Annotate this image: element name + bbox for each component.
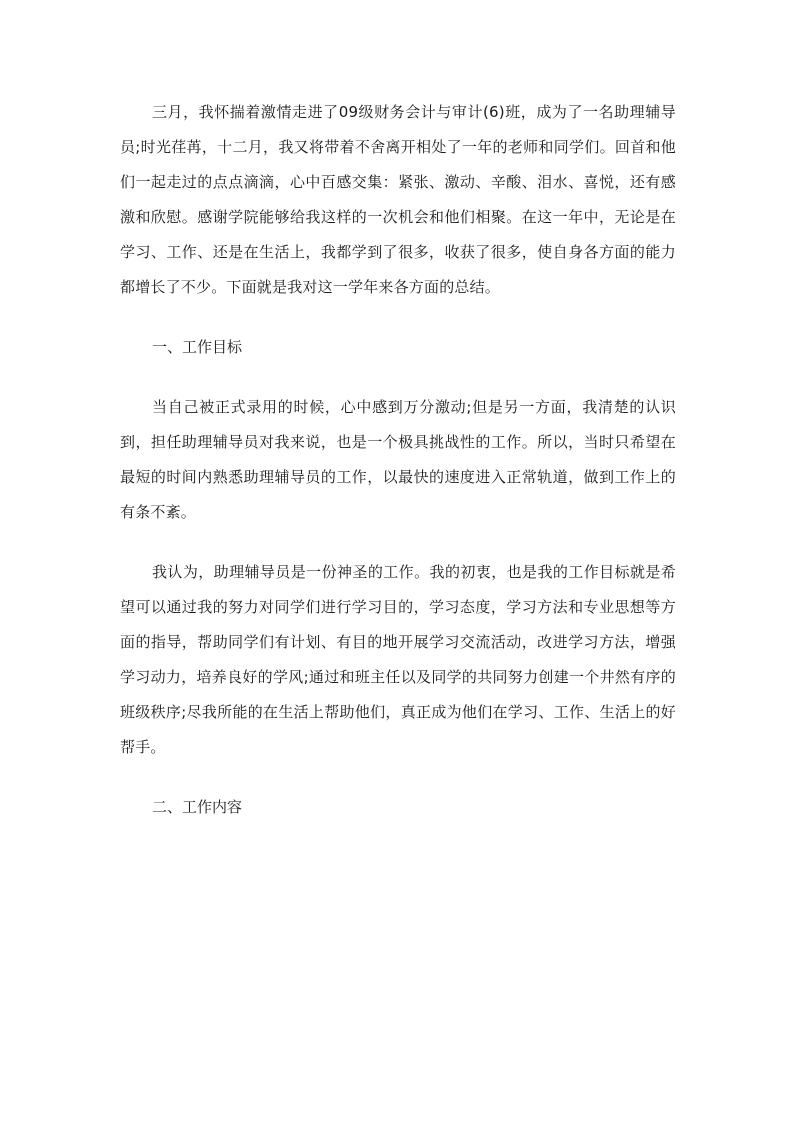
goals-paragraph-2: 我认为，助理辅导员是一份神圣的工作。我的初衷，也是我的工作目标就是希望可以通过我的努力对同学们进行学习目的，学习态度，学习方法和专业思想等方面的指导，帮助同学们有计划、有目的地开展学习交流活动，改进学习方法，增强学习动力，培养良好的学风;通过和班主任以及同学的共同努力创建一个井然有序的班级秩序;尽我所能的在生活上帮助他们，真正成为他们在学习、工作、生活上的好帮手。 — [120, 563, 676, 756]
document-body — [120, 95, 676, 825]
paragraph-spacer — [120, 765, 676, 790]
section-heading-work-content: 二、工作内容 — [152, 798, 243, 816]
paragraph-spacer — [120, 530, 676, 555]
goals-paragraph-1: 当自己被正式录用的时候，心中感到万分激动;但是另一方面，我清楚的认识到，担任助理辅导员对我来说，也是一个极具挑战性的工作。所以，当时只希望在最短的时间内熟悉助理辅导员的工作，以最快的速度进入正常轨道，做到工作上的有条不紊。 — [120, 398, 676, 521]
section-heading-work-goals: 一、工作目标 — [152, 338, 243, 356]
paragraph-spacer — [120, 305, 676, 330]
intro-paragraph: 三月，我怀揣着激情走进了09级财务会计与审计(6)班，成为了一名助理辅导员;时光荏苒，十二月，我又将带着不舍离开相处了一年的老师和同学们。回首和他们一起走过的点点滴滴，心中百感交集：紧张、激动、辛酸、泪水、喜悦，还有感激和欣慰。感谢学院能够给我这样的一次机会和他们相聚。在这一年中，无论是在学习、工作、还是在生活上，我都学到了很多，收获了很多，使自身各方面的能力都增长了不少。下面就是我对这一学年来各方面的总结。 — [120, 103, 676, 296]
paragraph-spacer — [120, 365, 676, 390]
